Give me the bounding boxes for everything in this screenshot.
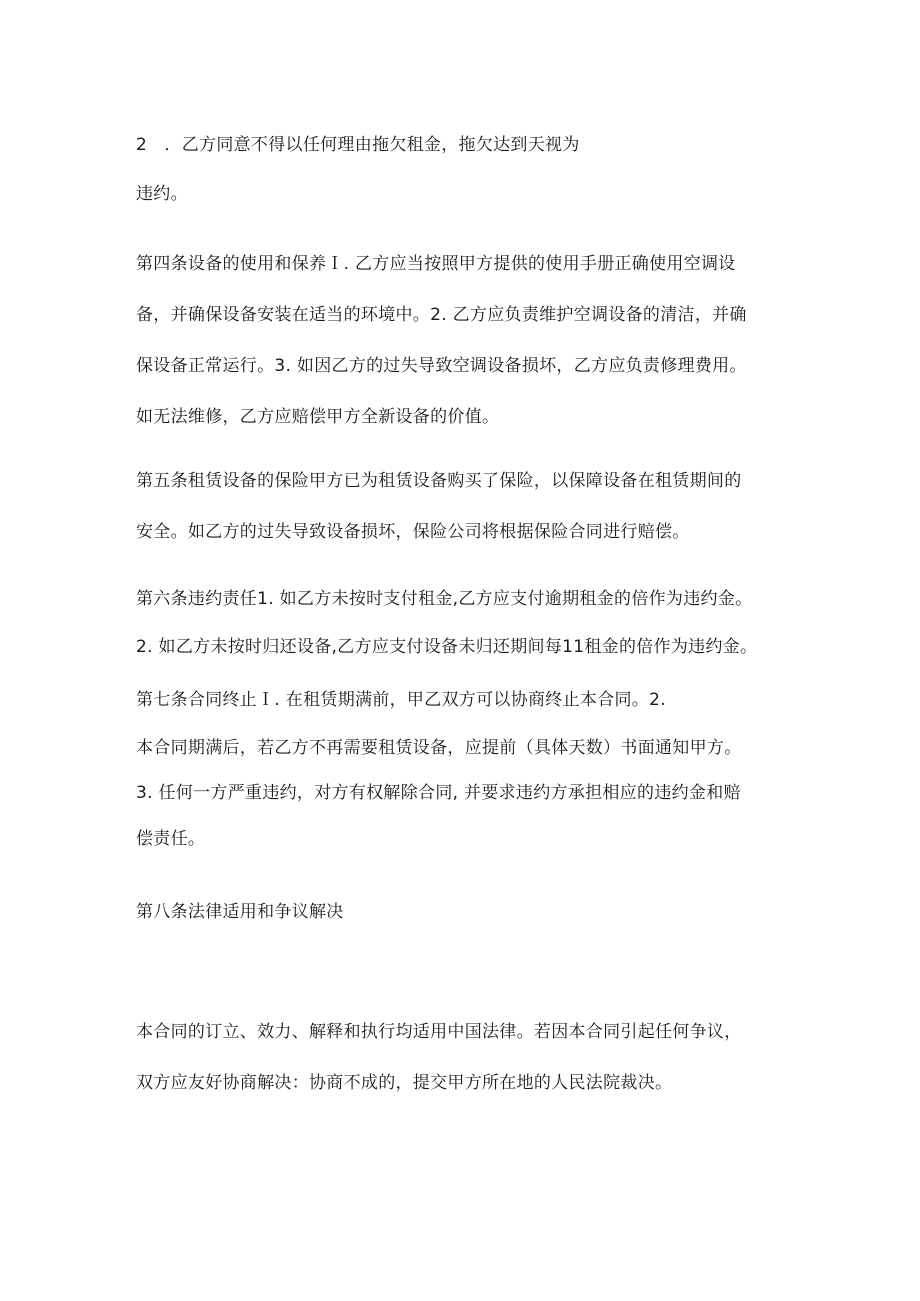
section-eight-heading-line: 第八条法律适用和争议解决	[136, 902, 344, 922]
text-line: 偿责任。	[136, 829, 206, 849]
text-line: 双方应友好协商解决：协商不成的，提交甲方所在地的人民法院裁决。	[136, 1073, 673, 1093]
section-four-heading-line: 第四条设备的使用和保养Ｉ. 乙方应当按照甲方提供的使用手册正确使用空调设	[136, 254, 736, 274]
text-line: 保设备正常运行。3. 如因乙方的过失导致空调设备损坏，乙方应负责修理费用。	[136, 356, 747, 376]
text-line: 2. 如乙方未按时归还设备,乙方应支付设备未归还期间每11租金的倍作为违约金。	[136, 637, 758, 657]
text-line: 本合同期满后，若乙方不再需要租赁设备，应提前（具体天数）书面通知甲方。	[136, 738, 742, 758]
text-line: 2 ．乙方同意不得以任何理由拖欠租金，拖欠达到天视为	[136, 135, 580, 155]
text-line: 3. 任何一方严重违约，对方有权解除合同, 并要求违约方承担相应的违约金和赔	[136, 783, 741, 803]
text-line: 如无法维修，乙方应赔偿甲方全新设备的价值。	[136, 407, 500, 427]
section-six-heading-line: 第六条违约责任1. 如乙方未按时支付租金,乙方应支付逾期租金的倍作为违约金。	[136, 589, 753, 609]
section-seven-heading-line: 第七条合同终止Ｉ. 在租赁期满前，甲乙双方可以协商终止本合同。2.	[136, 690, 666, 710]
text-line: 违约。	[136, 184, 188, 204]
section-five-heading-line: 第五条租赁设备的保险甲方已为租赁设备购买了保险，以保障设备在租赁期间的	[136, 471, 742, 491]
text-line: 安全。如乙方的过失导致设备损坏，保险公司将根据保险合同进行赔偿。	[136, 522, 690, 542]
text-line: 本合同的订立、效力、解释和执行均适用中国法律。若因本合同引起任何争议，	[136, 1022, 742, 1042]
text-line: 备，并确保设备安装在适当的环境中。2. 乙方应负责维护空调设备的清洁，并确	[136, 305, 747, 325]
